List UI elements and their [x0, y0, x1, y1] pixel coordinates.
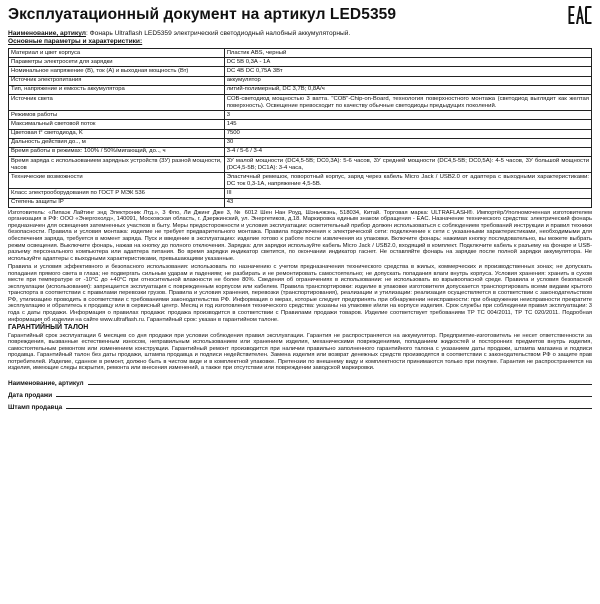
table-row [9, 129, 592, 138]
product-name-label: Наименование, артикул [8, 30, 86, 37]
manufacturer-and-usage-info: Изготовитель: «Липаэк Лайтинг энд Электроник Лтд.», 3 Фло, Ли Джинг Дже 3, № 6012 Шен Нан Роуд, Шэньчжэнь, 518034, Китай. Торговая марка: ULTRAFLASH®. Импортёр/Уполномоченная изготовителем организация в РФ: ООО «Энергохолд», 140091, Московская область, г. Дзержинский, ул. Энергетиков, д.18. Маркировка единым знаком обращения - EAC. Назначение технического средства: электрический фонарь предназначен для освещения затемненных участков в быту. Меры предосторожности и условия эксплуатации: осветительный прибор должен использоваться с соблюдением требований инструкции и правил техники безопасности. Правила и условия монтажа: изделие не требует предварительного монтажа. Правила подключения к электрической сети: подключение к сети с указанными характеристиками, необходимыми для обеспечения заряда, требуется в момент заряда. Пуск и введение в эксплуатацию: изделие готово к работе после извлечения из упаковки. Включите фонарь: нажимая кнопку последовательно, вы можете выбрать режим освещения. Выключите фонарь, нажав на кнопку до полного отключения. Зарядка: для зарядки используйте кабель Micro Jack / USB2.0, входящий в комплект. Подключите кабель к разъему на фонаре и USB-разъему персонального компьютера или адаптера питания. Во время зарядки индикатор светится, по окончании индикатор гаснет. Не оставляйте фонарь на зарядке после полной зарядки аккумулятора. Не используйте адаптеры с выходными характеристиками, превышающими указанные. [8, 209, 592, 262]
table-row [9, 138, 592, 147]
field-label: Наименование, артикул [8, 379, 84, 387]
spec-value: 3-4 / 5-6 / 3-4 [224, 147, 591, 156]
field-blank-line[interactable] [66, 402, 592, 409]
field-seller-stamp [8, 399, 592, 411]
document-title: Эксплуатационный документ на артикул LED5359 [8, 6, 397, 23]
spec-value: 30 [224, 138, 591, 147]
spec-label: Режимов работы [9, 111, 225, 120]
field-label: Штамп продавца [8, 403, 63, 411]
spec-label: Максимальный световой поток [9, 120, 225, 129]
spec-value: 3 [224, 111, 591, 120]
eac-certification-mark-icon [568, 5, 592, 25]
spec-value: III [224, 189, 591, 198]
table-row [9, 157, 592, 173]
eac-logo-icon [568, 5, 592, 25]
product-name-value: : Фонарь Ultraflash LED5359 электрический светодиодный налобный аккумуляторный. [86, 30, 351, 37]
spec-value: 43 [224, 198, 591, 207]
spec-value: Эластичный ремешок, поворотный корпус, заряд через кабель Micro Jack / USB2.0 от адаптера с выходными характеристиками: DC ток 0,3-1А, напряжение 4,5-5В. [224, 173, 591, 189]
spec-value: Пластик ABS, черный [224, 49, 591, 58]
spec-value: COB-светодиод мощностью 3 ватта. "COB"-Chip-on-Board, технология поверхностного монтажа (светодиод выглядит как желтая поверхность). Освещение превосходит по качеству обычные светодиоды предыдущих поколений. [224, 94, 591, 110]
spec-label: Дальность действия до.., м [9, 138, 225, 147]
spec-label: Степень защиты IP [9, 198, 225, 207]
table-row [9, 147, 592, 156]
spec-value: 7500 [224, 129, 591, 138]
field-blank-line[interactable] [88, 378, 592, 385]
spec-label: Материал и цвет корпуса [9, 49, 225, 58]
field-product-name [8, 375, 592, 387]
spec-label: Время заряда с использованием зарядных устройств (3У) разной мощности, часов [9, 157, 225, 173]
spec-value: DC 4В DC 0,75А 3Вт [224, 67, 591, 76]
field-sale-date [8, 387, 592, 399]
spec-value: 3У малой мощности (DC4,5-5В; DC0,3А): 5-6 часов, 3У средней мощности (DC4,5-5В; DC0,5А): 4-5 часов, 3У большой мощности (DC4,5-5В; DC1А): 3-4 часа, [224, 157, 591, 173]
table-row [9, 189, 592, 198]
spec-label: Тип, напряжение и емкость аккумулятора [9, 85, 225, 94]
spec-value: литий-полимерный, DC 3,7В; 0,8А/ч [224, 85, 591, 94]
specs-section-title: Основные параметры и характеристики: [8, 38, 143, 45]
spec-label: Технические возможности [9, 173, 225, 189]
product-name-line [8, 30, 592, 38]
table-row [9, 58, 592, 67]
document-page [8, 4, 592, 596]
spec-label: Источник электропитания [9, 76, 225, 85]
table-row [9, 198, 592, 207]
table-row [9, 111, 592, 120]
table-row [9, 49, 592, 58]
specs-table [8, 48, 592, 208]
table-row [9, 67, 592, 76]
table-row [9, 94, 592, 110]
table-row [9, 76, 592, 85]
spec-label: Время работы в режимах: 100% / 50%/мигающий, до.., ч [9, 147, 225, 156]
warranty-title: ГАРАНТИЙНЫЙ ТАЛОН [8, 324, 89, 332]
table-row [9, 120, 592, 129]
document-header [8, 4, 592, 30]
spec-label: Цветовая t° светодиода, K [9, 129, 225, 138]
table-row [9, 173, 592, 189]
warranty-text: Гарантийный срок эксплуатации 6 месяцев со дня продажи при условии соблюдения правил эксплуатации. Гарантия не распространяется на аккумулятор. Предприятие-изготовитель не несет ответственности за повреждения, вызванные естественным износом, неправильным использованием или хранением изделия, механическими повреждениями, попаданием жидкостей и посторонних предметов внутрь изделия, самостоятельным ремонтом или изменением конструкции. Гарантийный ремонт производится при наличии правильно заполненного гарантийного талона с указанием даты продажи, штампа магазина и подписи продавца. Гарантийный талон без даты продажи, штампа продавца и подписи недействителен. Замена изделия или возврат денежных средств производятся в соответствии с законодательством РФ о защите прав потребителей. Изделие, сданное в ремонт, должно быть в чистом виде и в комплектной упаковке. Претензии по внешнему виду и комплектности принимаются только при покупке. Гарантия не распространяется на изделия, имеющие следы вскрытия, ремонта или внесения изменений, а также при отсутствии или повреждении заводской маркировки. [8, 332, 592, 372]
field-label: Дата продажи [8, 391, 53, 399]
spec-label: Источник света [9, 94, 225, 110]
spec-label: Номинальное напряжение (В), ток (А) и выходная мощность (Вт) [9, 67, 225, 76]
spec-value: 145 [224, 120, 591, 129]
spec-label: Класс электрооборудования по ГОСТ Р МЭК 536 [9, 189, 225, 198]
spec-label: Параметры электросети для зарядки [9, 58, 225, 67]
table-row [9, 85, 592, 94]
warranty-fields [8, 375, 592, 411]
spec-value: DC 5В 0,3А - 1А [224, 58, 591, 67]
safety-storage-disposal-info: Правила и условия эффективного и безопасного использования: использовать по назначению с учетом предназначения технического средства в жилых, коммерческих и производственных зонах; не допускать попадания прямого света в глаза; не подвергать сильным ударам и падениям; не разбирать и не ремонтировать самостоятельно; не допускать попадания влаги внутрь корпуса. Условия хранения: хранить в сухом месте при температуре от -10°С до +40°С при относительной влажности не более 80%. Сведения об ограничениях в использовании: не использовать во взрывоопасной среде. Правила и условия безопасной эксплуатации (использования): запрещается эксплуатация с поврежденным корпусом или кабелем. Правила транспортировки: изделие в упаковке изготовителя допускается транспортировать всеми видами крытого транспорта в соответствии с правилами перевозки грузов. Правила и условия хранения, перевозки (транспортирования), реализации и утилизации: реализация осуществляется в соответствии с законодательством РФ, утилизацию проводить в соответствии с требованиями законодательства РФ. Информация о мерах, которые следует предпринять при обнаружении неисправности: при обнаружении неисправности прекратите эксплуатацию и обратитесь к продавцу или в сервисный центр. Месяц и год изготовления технического средства: указаны на упаковке и/или на корпусе изделия. Срок службы при соблюдении правил эксплуатации: 3 года с даты продажи. Информация о правилах продажи: продажа производится в соответствии с Правилами продажи товаров. Изделие соответствует требованиям ТР ТС 004/2011, ТР ТС 020/2011. Подробная информация об изделии на сайте www.ultraflash.ru. Гарантийный срок: указан в гарантийном талоне. [8, 264, 592, 323]
spec-value: аккумулятор [224, 76, 591, 85]
field-blank-line[interactable] [56, 390, 592, 397]
